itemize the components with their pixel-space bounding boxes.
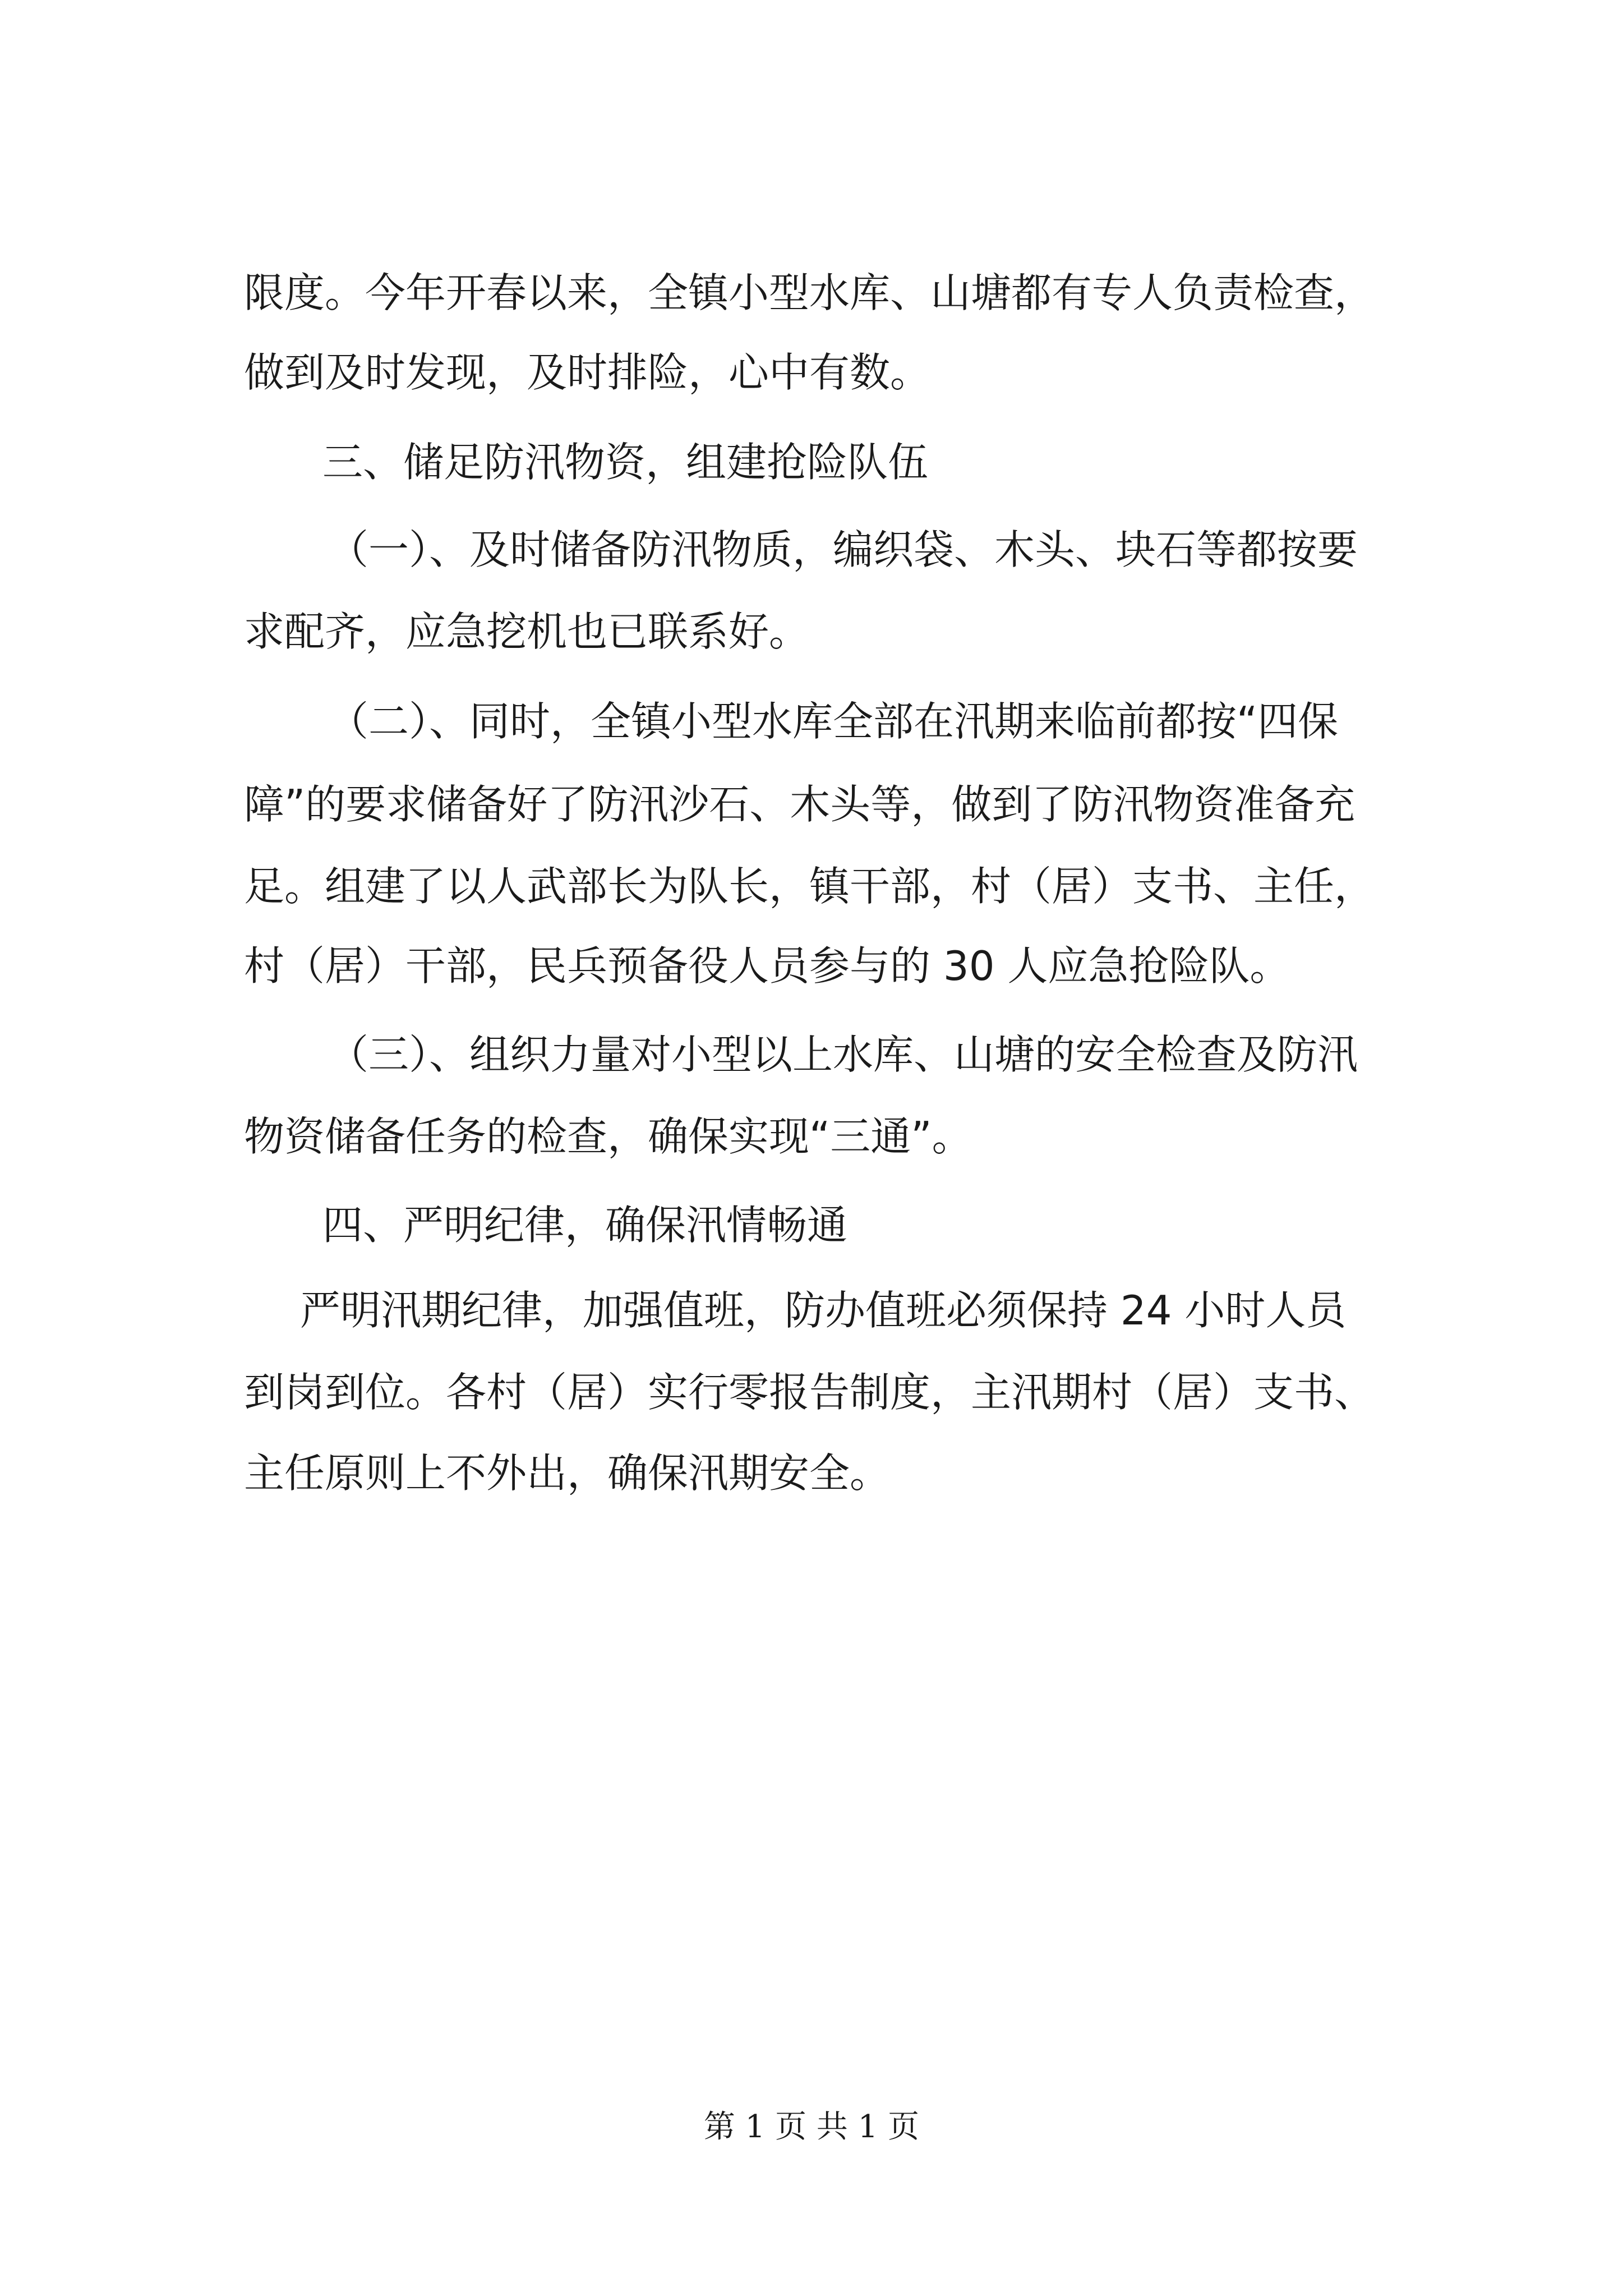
body-line: 村（居）干部，民兵预备役人员参与的 30 人应急抢险队。 [244, 942, 1290, 990]
list-item-line: （二）、同时，全镇小型水库全部在汛期来临前都按“四保 [328, 698, 1339, 745]
body-line: 求配齐，应急挖机也已联系好。 [244, 608, 810, 655]
body-line: 到岗到位。各村（居）实行零报告制度，主汛期村（居）支书、 [244, 1369, 1375, 1416]
body-line: 物资储备任务的检查，确保实现“三通”。 [244, 1113, 972, 1160]
body-line: 障”的要求储备好了防汛沙石、木头等，做到了防汛物资准备充 [244, 781, 1355, 828]
paragraph-first-line: 严明汛期纪律，加强值班，防办值班必须保持 24 小时人员 [300, 1287, 1347, 1334]
section-heading: 四、严明纪律，确保汛情畅通 [322, 1202, 848, 1249]
list-item-line: （一）、及时储备防汛物质，编织袋、木头、块石等都按要 [328, 526, 1358, 573]
page-number-footer: 第 1 页 共 1 页 [703, 2109, 920, 2145]
list-item-line: （三）、组织力量对小型以上水库、山塘的安全检查及防汛 [328, 1031, 1358, 1078]
body-line: 限度。今年开春以来，全镇小型水库、山塘都有专人负责检查， [244, 269, 1375, 316]
body-line: 做到及时发现，及时排险，心中有数。 [244, 349, 931, 396]
body-line: 足。组建了以人武部长为队长，镇干部，村（居）支书、主任， [244, 863, 1375, 910]
section-heading: 三、储足防汛物资，组建抢险队伍 [322, 439, 929, 486]
body-line: 主任原则上不外出，确保汛期安全。 [244, 1450, 891, 1497]
